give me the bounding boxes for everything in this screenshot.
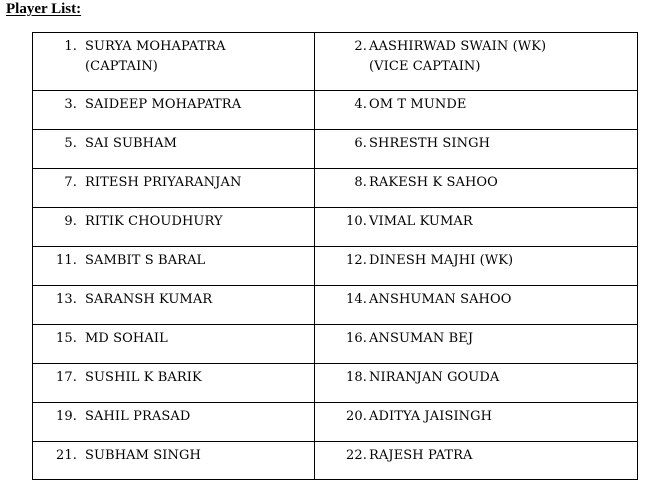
table-row	[33, 403, 638, 442]
player-name: SUSHIL K BARIK	[85, 370, 202, 385]
player-name: ADITYA JAISINGH	[369, 409, 493, 424]
player-number: 8.	[354, 175, 367, 190]
player-entry	[315, 364, 637, 388]
table-row	[33, 130, 638, 169]
player-entry	[33, 33, 314, 77]
player-name: SARANSH KUMAR	[85, 292, 213, 307]
player-number: 3.	[64, 97, 77, 112]
player-number: 19.	[56, 409, 77, 424]
player-entry	[315, 325, 637, 349]
player-table	[32, 32, 638, 480]
player-cell-left	[33, 364, 315, 403]
player-entry	[33, 91, 314, 115]
player-entry	[315, 247, 637, 271]
player-entry	[33, 442, 314, 466]
player-cell-left	[33, 33, 315, 91]
player-name: MD SOHAIL	[85, 331, 168, 346]
player-entry	[315, 403, 637, 427]
player-table-body	[33, 33, 638, 480]
player-number: 6.	[354, 136, 367, 151]
player-number: 18.	[346, 370, 367, 385]
player-name: RAJESH PATRA	[369, 448, 473, 463]
player-name: SAIDEEP MOHAPATRA	[85, 97, 242, 112]
player-number: 5.	[64, 136, 77, 151]
player-name: SAI SUBHAM	[85, 136, 178, 151]
player-cell-left	[33, 208, 315, 247]
player-cell-left	[33, 247, 315, 286]
player-number: 2.	[354, 39, 367, 54]
player-cell-right	[315, 286, 638, 325]
player-entry	[315, 208, 637, 232]
player-number: 16.	[346, 331, 367, 346]
table-row	[33, 325, 638, 364]
player-number: 10.	[346, 214, 367, 229]
player-number: 22.	[346, 448, 367, 463]
player-name: OM T MUNDE	[369, 97, 467, 112]
player-number: 15.	[56, 331, 77, 346]
player-entry	[33, 364, 314, 388]
player-name: AASHIRWAD SWAIN (WK) (VICE CAPTAIN)	[369, 39, 547, 74]
player-entry	[315, 130, 637, 154]
player-cell-left	[33, 403, 315, 442]
table-row	[33, 442, 638, 480]
player-number: 1.	[64, 39, 77, 54]
player-entry	[33, 130, 314, 154]
table-row	[33, 91, 638, 130]
player-entry	[33, 325, 314, 349]
player-name: SURYA MOHAPATRA (CAPTAIN)	[85, 39, 226, 74]
table-row	[33, 33, 638, 91]
player-name: RITIK CHOUDHURY	[85, 214, 223, 229]
player-number: 13.	[56, 292, 77, 307]
player-entry	[33, 247, 314, 271]
player-number: 9.	[64, 214, 77, 229]
player-cell-left	[33, 286, 315, 325]
player-cell-left	[33, 130, 315, 169]
player-entry	[33, 286, 314, 310]
player-cell-right	[315, 364, 638, 403]
player-entry	[315, 169, 637, 193]
player-cell-right	[315, 33, 638, 91]
player-entry	[33, 403, 314, 427]
player-number: 20.	[346, 409, 367, 424]
player-name: SUBHAM SINGH	[85, 448, 201, 463]
player-entry	[33, 169, 314, 193]
player-name: SAHIL PRASAD	[85, 409, 191, 424]
player-cell-left	[33, 325, 315, 364]
player-name: SHRESTH SINGH	[369, 136, 491, 151]
player-number: 11.	[56, 253, 77, 268]
player-entry	[33, 208, 314, 232]
player-name: SAMBIT S BARAL	[85, 253, 206, 268]
player-entry	[315, 442, 637, 466]
player-entry	[315, 91, 637, 115]
player-cell-right	[315, 403, 638, 442]
player-entry	[315, 286, 637, 310]
player-number: 7.	[64, 175, 77, 190]
player-name: DINESH MAJHI (WK)	[369, 253, 514, 268]
player-number: 17.	[56, 370, 77, 385]
table-row	[33, 364, 638, 403]
player-cell-left	[33, 442, 315, 480]
table-row	[33, 208, 638, 247]
player-cell-right	[315, 325, 638, 364]
player-cell-right	[315, 247, 638, 286]
table-row	[33, 286, 638, 325]
player-cell-right	[315, 169, 638, 208]
player-name: RITESH PRIYARANJAN	[85, 175, 242, 190]
player-cell-right	[315, 208, 638, 247]
player-cell-left	[33, 91, 315, 130]
table-row	[33, 169, 638, 208]
player-name: NIRANJAN GOUDA	[369, 370, 500, 385]
player-cell-right	[315, 442, 638, 480]
player-number: 4.	[354, 97, 367, 112]
player-cell-right	[315, 130, 638, 169]
player-name: RAKESH K SAHOO	[369, 175, 498, 190]
table-row	[33, 247, 638, 286]
player-name: ANSUMAN BEJ	[369, 331, 474, 346]
player-entry	[315, 33, 637, 77]
page-title: Player List:	[6, 1, 82, 17]
player-name: VIMAL KUMAR	[369, 214, 473, 229]
player-number: 14.	[346, 292, 367, 307]
player-name: ANSHUMAN SAHOO	[369, 292, 512, 307]
player-cell-right	[315, 91, 638, 130]
player-number: 12.	[346, 253, 367, 268]
player-cell-left	[33, 169, 315, 208]
player-number: 21.	[56, 448, 77, 463]
